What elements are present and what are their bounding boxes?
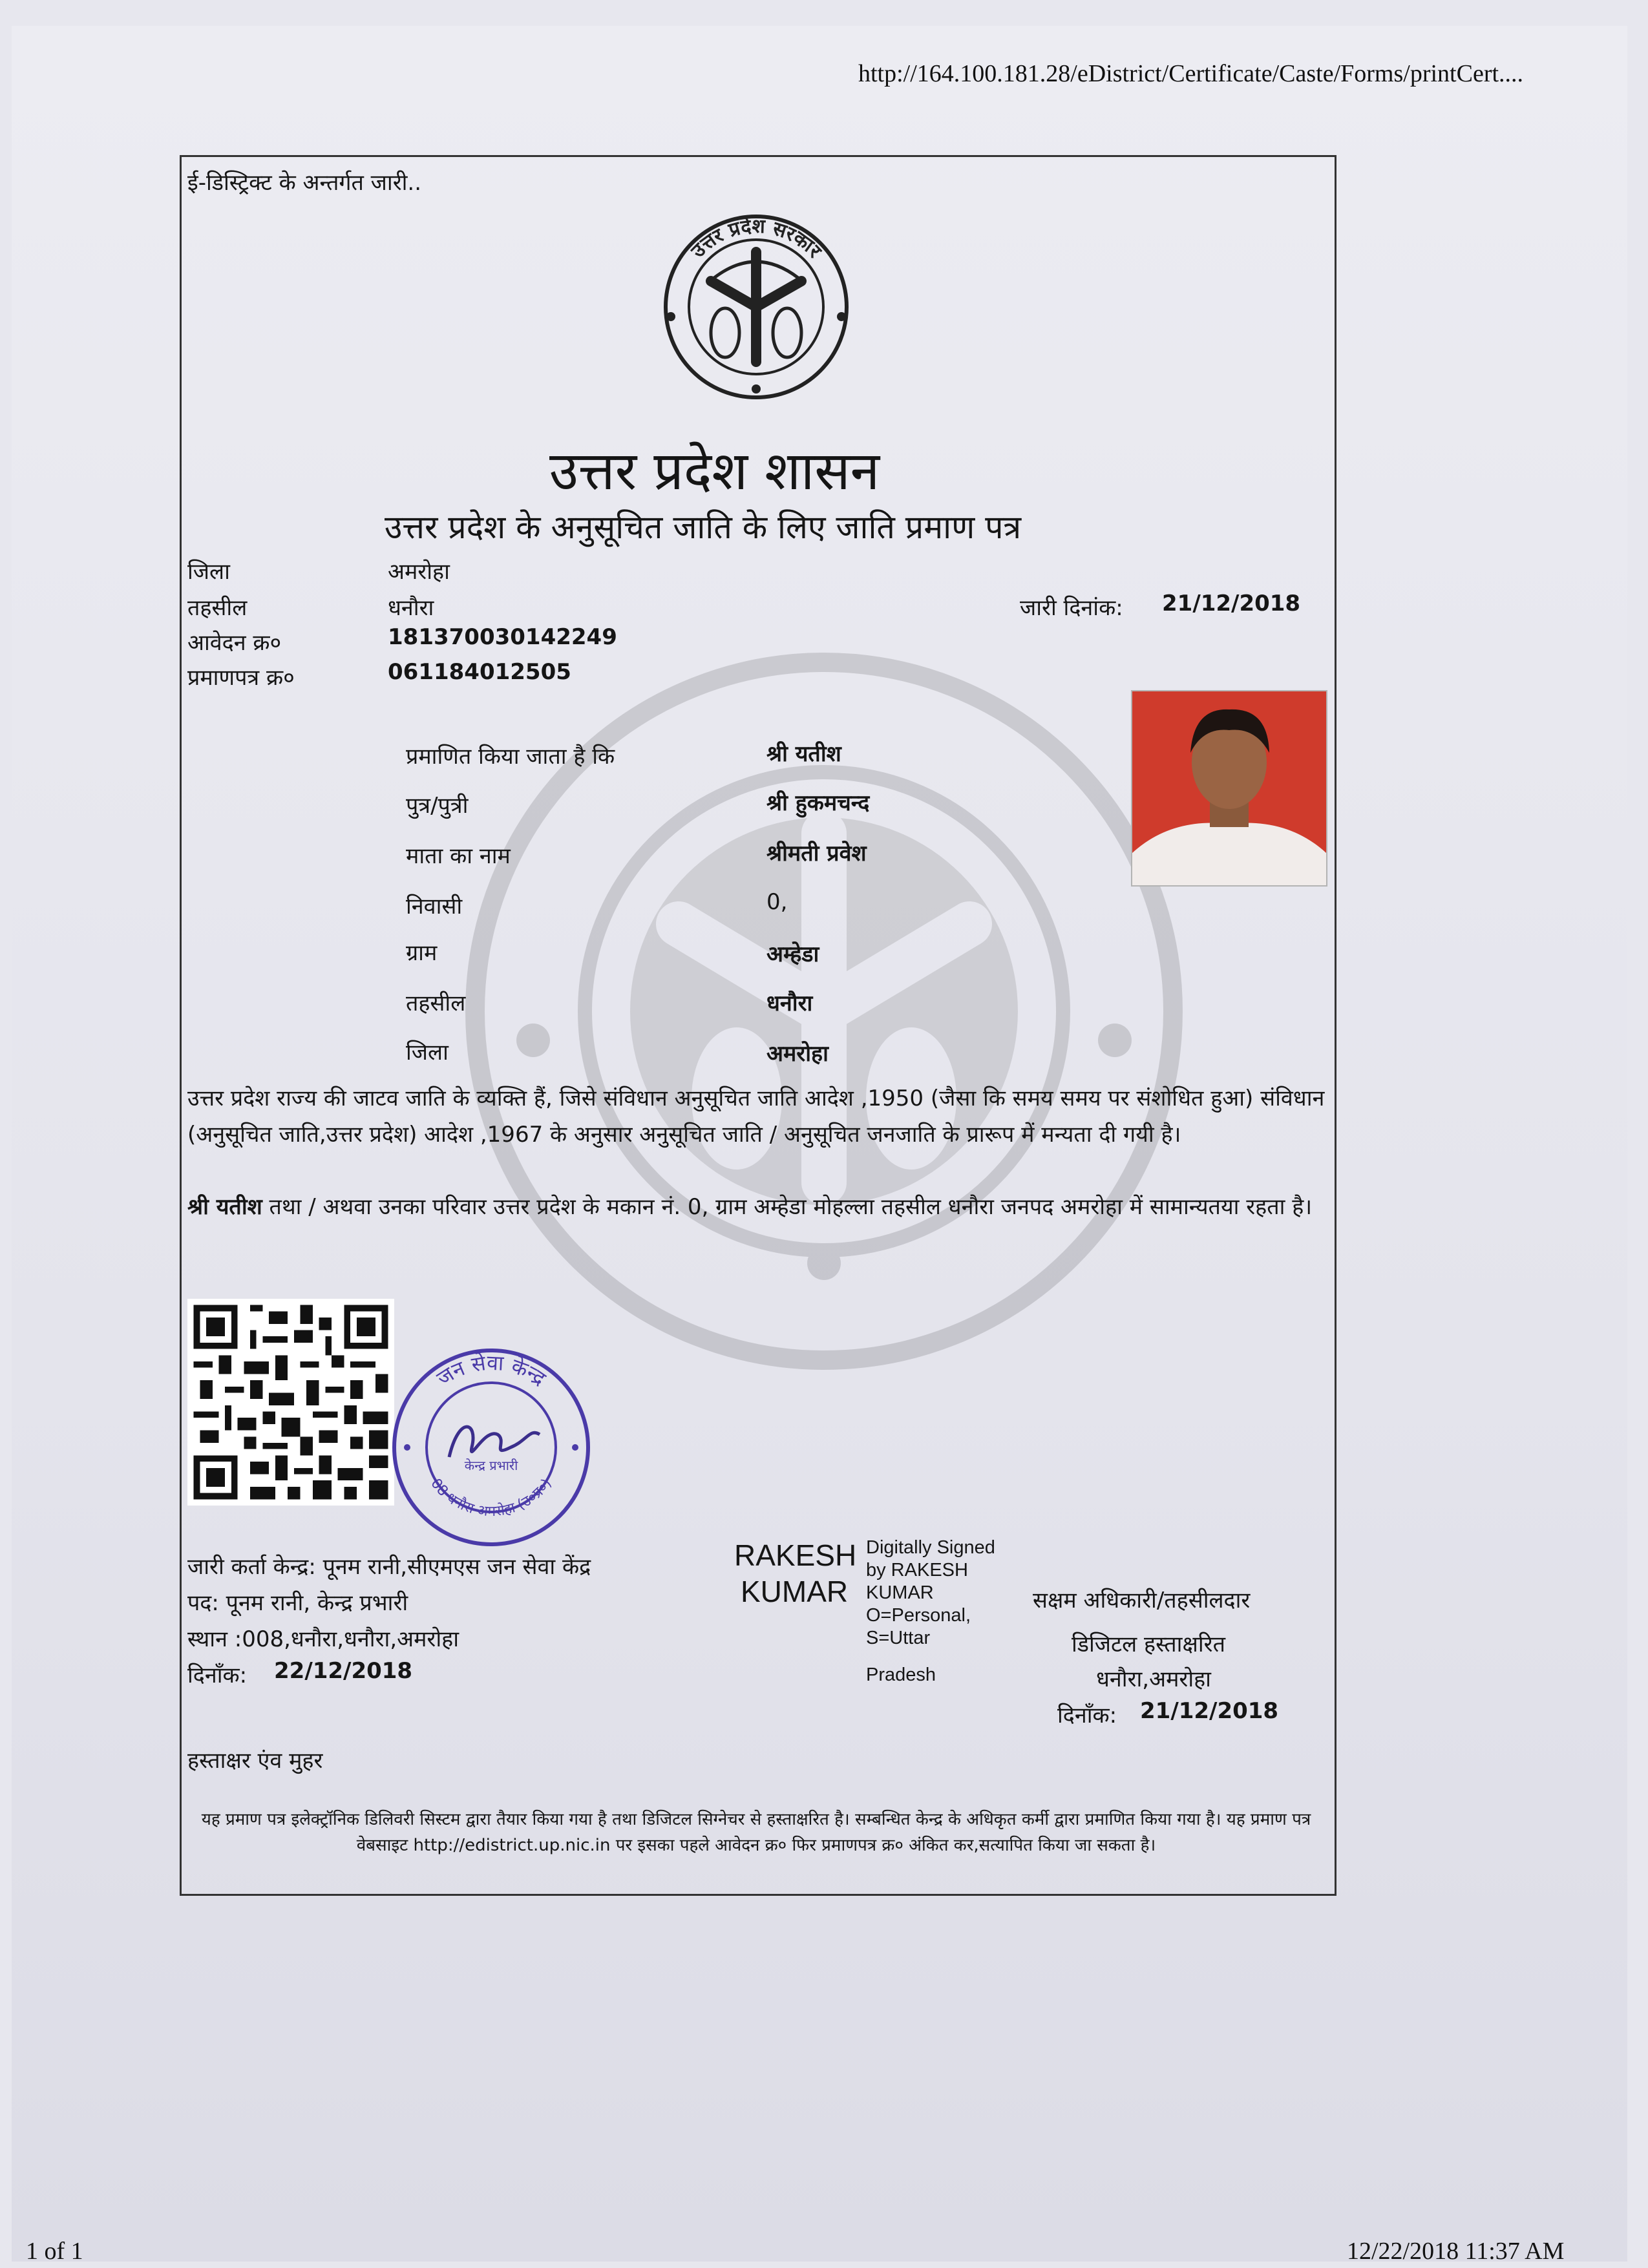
application-number-label: आवेदन क्र० xyxy=(187,630,282,656)
tehsil-label: तहसील xyxy=(187,595,248,621)
detail-label: ग्राम xyxy=(406,940,438,966)
authority-date-label: दिनाँक: xyxy=(1057,1703,1117,1728)
authority-date-value: 21/12/2018 xyxy=(1140,1698,1279,1724)
print-url: http://164.100.181.28/eDistrict/Certificate/Caste/Forms/printCert.... xyxy=(858,60,1524,87)
certificate-title: उत्तर प्रदेश शासन xyxy=(549,441,880,502)
applicant-photo xyxy=(1131,690,1327,887)
detail-label: प्रमाणित किया जाता है कि xyxy=(406,744,615,770)
up-government-emblem-icon xyxy=(653,213,860,401)
jan-seva-kendra-stamp-icon xyxy=(388,1344,595,1551)
authority-place: धनौरा,अमरोहा xyxy=(1096,1666,1211,1692)
authority-signed: डिजिटल हस्ताक्षरित xyxy=(1072,1632,1225,1657)
certificate-subtitle: उत्तर प्रदेश के अनुसूचित जाति के लिए जाति प्रमाण पत्र xyxy=(385,509,1022,546)
district-value: अमरोहा xyxy=(388,559,450,585)
detail-value: अम्हेडा xyxy=(766,941,819,967)
person-photo-icon xyxy=(1132,691,1326,885)
detail-value: श्री यतीश xyxy=(766,741,841,767)
svg-text:08 धनौरा अमरोहा (उ०प्र०): 08 धनौरा अमरोहा (उ०प्र०) xyxy=(427,1475,555,1520)
signer-name-line1: RAKESH xyxy=(734,1538,857,1572)
verification-footer-note: यह प्रमाण पत्र इलेक्ट्रॉनिक डिलिवरी सिस्टम द्वारा तैयार किया गया है तथा डिजिटल सिग्नेचर से हस्ताक्षरित है। सम्बन्धित केन्द्र के अधिकृत कर्मी द्वारा प्रमाणित किया गया है। यह प्रमाण पत्र वेबसाइट http://edistrict.up.nic.in पर इसका पहले आवेदन क्र० फिर प्रमाणपत्र क्र० अंकित कर,सत्यापित किया जा सकता है। xyxy=(201,1810,1311,1855)
caste-statement-paragraph: उत्तर प्रदेश राज्य की जाटव जाति के व्यक्ति हैं, जिसे संविधान अनुसूचित जाति आदेश ,1950 (जैसा कि समय समय पर संशोधित हुआ) संविधान (अनुसूचित जाति,उत्तर प्रदेश) आदेश ,1967 के अनुसार अनुसूचित जाति / अनुसूचित जनजाति के प्रारूप में मन्यता दी गयी है। xyxy=(187,1086,1325,1148)
issuer-date-value: 22/12/2018 xyxy=(274,1658,413,1684)
svg-text:केन्द्र प्रभारी: केन्द्र प्रभारी xyxy=(464,1458,518,1473)
certificate-number-value: 061184012505 xyxy=(388,659,571,685)
issuer-post: पद: पूनम रानी, केन्द्र प्रभारी xyxy=(187,1590,408,1616)
detail-label: जिला xyxy=(406,1040,449,1066)
digital-signature-info: Digitally Signed by RAKESH KUMAR O=Personal, S=Uttar Pradesh xyxy=(866,1537,995,1685)
qr-code-icon xyxy=(187,1299,394,1506)
detail-label: माता का नाम xyxy=(406,843,511,869)
detail-label: निवासी xyxy=(406,894,463,919)
residence-statement-name: श्री यतीश xyxy=(187,1194,262,1220)
detail-value: श्रीमती प्रवेश xyxy=(766,841,867,866)
issuer-date-label: दिनाँक: xyxy=(187,1663,248,1688)
svg-text:जन सेवा केन्द्र: जन सेवा केन्द्र xyxy=(432,1350,551,1391)
issue-date-label: जारी दिनांक: xyxy=(1020,595,1123,621)
signature-seal-label: हस्ताक्षर एंव मुहर xyxy=(187,1748,323,1774)
residence-statement-text: तथा / अथवा उनका परिवार उत्तर प्रदेश के मकान नं. 0, ग्राम अम्हेडा मोहल्ला तहसील धनौरा जनपद अमरोहा में सामान्यतया रहता है। xyxy=(262,1194,1313,1220)
issuing-center: जारी कर्ता केन्द्र: पूनम रानी,सीएमएस जन सेवा केंद्र xyxy=(187,1554,591,1580)
detail-value: श्री हुकमचन्द xyxy=(766,790,870,816)
print-timestamp: 12/22/2018 11:37 AM xyxy=(1347,2238,1565,2265)
district-label: जिला xyxy=(187,559,230,585)
svg-text:उत्तर प्रदेश सरकार: उत्तर प्रदेश सरकार xyxy=(686,215,826,263)
issued-under-text: ई-डिस्ट्रिक्ट के अन्तर्गत जारी.. xyxy=(187,170,422,196)
detail-label: तहसील xyxy=(406,991,466,1016)
issue-date-value: 21/12/2018 xyxy=(1162,591,1301,616)
application-number-value: 181370030142249 xyxy=(388,624,617,650)
tehsil-value: धनौरा xyxy=(388,595,434,621)
detail-value: 0, xyxy=(766,889,788,915)
residence-statement-paragraph xyxy=(187,1189,1331,1225)
detail-label: पुत्र/पुत्री xyxy=(406,793,469,819)
print-page-count: 1 of 1 xyxy=(26,2238,83,2265)
detail-value: धनौरा xyxy=(766,991,813,1016)
certificate-number-label: प्रमाणपत्र क्र० xyxy=(187,665,295,691)
issuer-place: स्थान :008,धनौरा,धनौरा,अमरोहा xyxy=(187,1626,460,1652)
signer-name-line2: KUMAR xyxy=(741,1575,849,1608)
detail-value: अमरोहा xyxy=(766,1041,829,1067)
authority-title: सक्षम अधिकारी/तहसीलदार xyxy=(1033,1588,1251,1613)
